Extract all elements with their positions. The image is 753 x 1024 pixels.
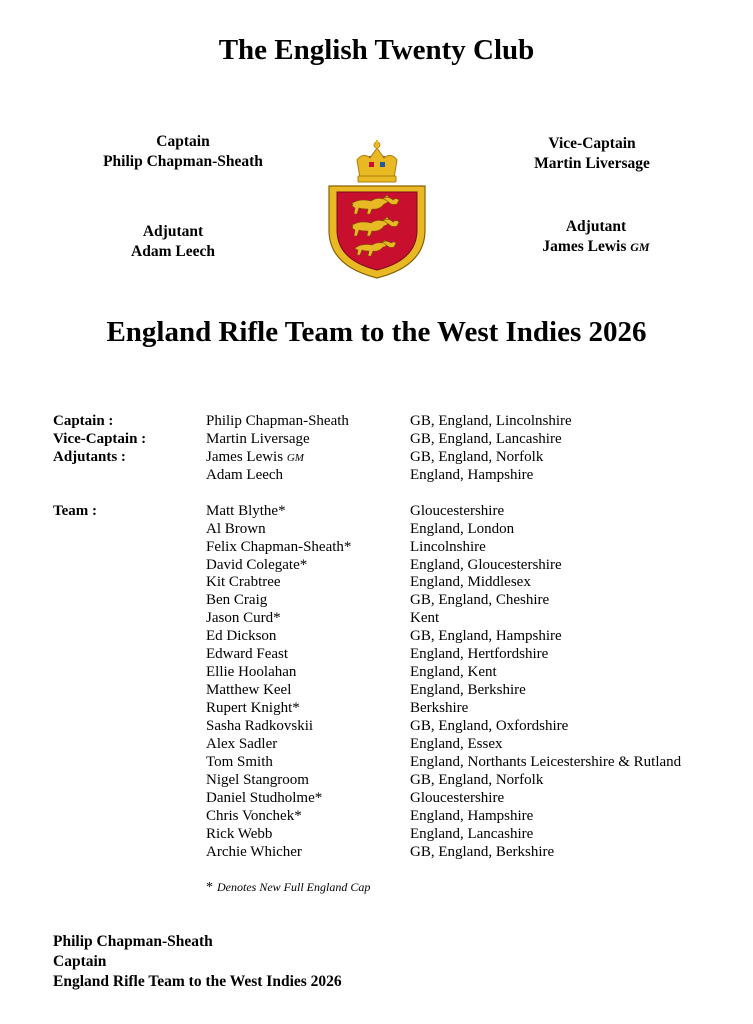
roster-row-adjutant <box>0 467 753 485</box>
officer-vice-captain <box>480 134 704 174</box>
roster-place: GB, England, Norfolk <box>410 448 544 465</box>
officer-role: Adjutant <box>142 223 204 240</box>
table-row <box>0 664 753 682</box>
document-title: The English Twenty Club <box>218 34 535 66</box>
officer-adjutant-right <box>480 217 712 257</box>
table-row <box>0 772 753 790</box>
roster-role: Adjutants : <box>53 448 126 465</box>
roster-place: GB, England, Lincolnshire <box>410 413 572 429</box>
crown-icon <box>357 140 397 182</box>
table-row <box>0 718 753 736</box>
team-member-name: Jason Curd* <box>206 610 281 627</box>
team-member-name: Rupert Knight* <box>206 700 300 716</box>
roster-row-vice-captain <box>0 431 753 449</box>
team-member-place: Gloucestershire <box>410 789 505 806</box>
officer-adjutant-left <box>80 222 266 262</box>
team-member-name: Ben Craig <box>206 592 268 609</box>
team-member-name: Sasha Radkovskii <box>206 717 314 734</box>
team-member-name: Daniel Studholme* <box>206 789 323 806</box>
team-member-place: GB, England, Hampshire <box>410 628 562 645</box>
crest-svg <box>327 138 427 280</box>
table-row <box>0 574 753 592</box>
roster-role: Captain : <box>53 413 114 429</box>
gm-suffix: GM <box>630 240 650 254</box>
team-member-place: GB, England, Cheshire <box>410 592 550 609</box>
team-member-name: Matt Blythe* <box>206 502 286 519</box>
signoff-role: Captain <box>53 953 107 970</box>
team-member-name: Alex Sadler <box>206 735 278 752</box>
table-row <box>0 521 753 539</box>
team-member-name: David Colegate* <box>206 556 308 573</box>
roster-role: Team : <box>53 502 98 519</box>
team-member-name: Kit Crabtree <box>206 574 281 591</box>
officer-name: James Lewis <box>542 238 627 255</box>
officer-role: Vice-Captain <box>548 135 636 152</box>
team-member-place: England, Northants Leicestershire & Rutland <box>410 753 682 770</box>
table-row <box>0 503 753 521</box>
team-member-place: Berkshire <box>410 700 469 716</box>
officer-role: Captain <box>156 133 210 150</box>
lions-icon <box>351 195 399 256</box>
team-member-place: England, Hampshire <box>410 807 534 824</box>
team-member-name: Rick Webb <box>206 825 273 842</box>
roster-place: England, Hampshire <box>410 466 534 483</box>
footnote <box>206 880 370 896</box>
table-row <box>0 736 753 754</box>
table-row <box>0 610 753 628</box>
table-row <box>0 557 753 575</box>
team-roster <box>0 413 753 861</box>
table-row <box>0 844 753 862</box>
royal-arms-crest-icon <box>327 138 427 280</box>
footnote-text: Denotes New Full England Cap <box>217 880 371 894</box>
table-row <box>0 539 753 557</box>
team-member-name: Nigel Stangroom <box>206 771 309 788</box>
roster-place: GB, England, Lancashire <box>410 430 562 447</box>
team-member-name: Felix Chapman-Sheath* <box>206 538 352 555</box>
roster-spacer <box>0 485 753 503</box>
table-row <box>0 628 753 646</box>
roster-name: Adam Leech <box>206 466 284 483</box>
roster-name: Philip Chapman-Sheath <box>206 413 349 429</box>
team-member-place: England, Berkshire <box>410 682 526 699</box>
officer-captain <box>60 132 306 172</box>
roster-name: Martin Liversage <box>206 430 310 447</box>
team-member-place: England, Hertfordshire <box>410 646 549 663</box>
table-row <box>0 592 753 610</box>
team-member-place: GB, England, Oxfordshire <box>410 717 569 734</box>
team-member-name: Al Brown <box>206 520 266 537</box>
table-row <box>0 826 753 844</box>
roster-role: Vice-Captain : <box>53 430 147 447</box>
officer-name: Adam Leech <box>131 243 215 260</box>
roster-name: James Lewis <box>206 448 284 465</box>
team-member-name: Ellie Hoolahan <box>206 664 297 681</box>
team-member-place: England, Essex <box>410 735 503 752</box>
team-member-place: England, London <box>410 520 515 537</box>
team-member-place: Lincolnshire <box>410 538 486 555</box>
table-row <box>0 700 753 718</box>
team-member-name: Matthew Keel <box>206 682 292 699</box>
team-member-place: England, Kent <box>410 664 497 681</box>
team-member-name: Tom Smith <box>206 753 273 770</box>
team-member-name: Chris Vonchek* <box>206 807 302 824</box>
team-member-place: Gloucestershire <box>410 502 505 519</box>
table-row <box>0 808 753 826</box>
officer-name: Philip Chapman-Sheath <box>103 153 263 170</box>
table-row <box>0 790 753 808</box>
team-member-place: England, Middlesex <box>410 574 531 591</box>
document-subtitle: England Rifle Team to the West Indies 2026 <box>106 316 647 348</box>
signoff <box>53 932 342 992</box>
team-member-name: Archie Whicher <box>206 843 302 860</box>
signoff-team: England Rifle Team to the West Indies 2026 <box>53 973 342 990</box>
table-row <box>0 682 753 700</box>
officer-role: Adjutant <box>565 218 627 235</box>
signoff-name: Philip Chapman-Sheath <box>53 933 213 950</box>
team-member-place: Kent <box>410 610 440 627</box>
team-member-place: England, Gloucestershire <box>410 556 562 573</box>
roster-row-adjutant <box>0 449 753 467</box>
gm-suffix: GM <box>286 451 304 464</box>
officer-name: Martin Liversage <box>534 155 650 172</box>
roster-name-cell <box>206 449 304 468</box>
team-member-place: GB, England, Berkshire <box>410 843 555 860</box>
team-member-name: Edward Feast <box>206 646 289 663</box>
team-member-place: GB, England, Norfolk <box>410 771 544 788</box>
team-member-place: England, Lancashire <box>410 825 534 842</box>
footnote-star: * <box>206 880 213 895</box>
table-row <box>0 754 753 772</box>
team-members <box>0 503 753 862</box>
team-member-name: Ed Dickson <box>206 628 277 645</box>
officer-name-line <box>480 237 712 257</box>
roster-row-captain <box>0 413 753 431</box>
table-row <box>0 646 753 664</box>
